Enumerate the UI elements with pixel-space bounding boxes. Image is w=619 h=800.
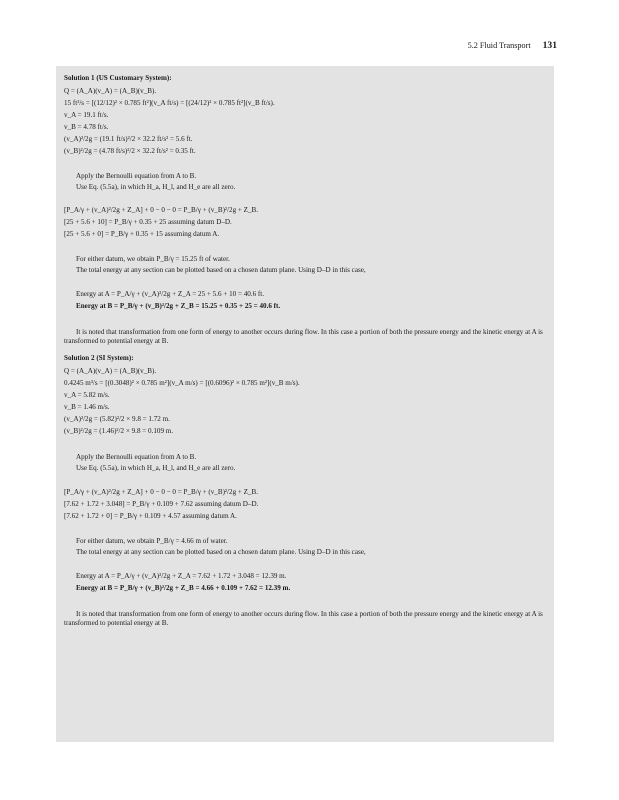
s1-energy-b: Energy at B = P_B/γ + (v_B)²/2g + Z_B = 15.25 + 0.35 + 25 = 40.6 ft. bbox=[76, 302, 281, 310]
s1-bernoulli-line: [25 + 5.6 + 0] = P_B/γ + 0.35 + 15 assuming datum A. bbox=[64, 230, 220, 238]
s1-calc-line: 15 ft³/s = [(12/12)² × 0.785 ft²](v_A ft/s) = [(24/12)² × 0.785 ft²](v_B ft/s). bbox=[64, 99, 275, 107]
s1-calc-line: v_A = 19.1 ft/s. bbox=[64, 111, 109, 119]
s1-apply-line: Apply the Bernoulli equation from A to B. bbox=[76, 172, 197, 180]
s2-apply-line: Use Eq. (5.5a), in which H_a, H_l, and H_e are all zero. bbox=[76, 464, 236, 472]
section-title: 5.2 Fluid Transport bbox=[467, 41, 531, 50]
solution1-title: Solution 1 (US Customary System): bbox=[64, 74, 172, 82]
s2-result-line: For either datum, we obtain P_B/γ = 4.66 m of water. bbox=[76, 537, 228, 545]
s2-calc-line: 0.4245 m³/s = [(0.3048)² × 0.785 m²](v_A m/s) = [(0.6096)² × 0.785 m²](v_B m/s). bbox=[64, 379, 300, 387]
s2-bernoulli-line: [7.62 + 1.72 + 0] = P_B/γ + 0.109 + 4.57 assuming datum A. bbox=[64, 512, 237, 520]
s1-bernoulli-line: [25 + 5.6 + 10] = P_B/γ + 0.35 + 25 assuming datum D–D. bbox=[64, 218, 232, 226]
s2-bernoulli-line: [7.62 + 1.72 + 3.048] = P_B/γ + 0.109 + 7.62 assuming datum D–D. bbox=[64, 500, 259, 508]
s1-calc-line: (v_B)²/2g = (4.78 ft/s)²/2 × 32.2 ft/s² = 0.35 ft. bbox=[64, 147, 196, 155]
s1-result-line: The total energy at any section can be plotted based on a chosen datum plane. Using D–D in this case, bbox=[76, 266, 366, 274]
s2-bernoulli-line: [P_A/γ + (v_A)²/2g + Z_A] + 0 − 0 − 0 = P_B/γ + (v_B)²/2g + Z_B. bbox=[64, 488, 259, 496]
s1-note: It is noted that transformation from one form of energy to another occurs during flow. In this case a portion of both the pressure energy and the kinetic energy at A is transformed to potential energy at B. bbox=[64, 328, 543, 345]
s1-calc-line: (v_A)²/2g = (19.1 ft/s)²/2 × 32.2 ft/s² = 5.6 ft. bbox=[64, 135, 193, 143]
s2-calc-line: (v_B)²/2g = (1.46)²/2 × 9.8 = 0.109 m. bbox=[64, 427, 174, 435]
s2-calc-line: Q = (A_A)(v_A) = (A_B)(v_B). bbox=[64, 367, 157, 375]
s1-energy-a: Energy at A = P_A/γ + (v_A)²/2g + Z_A = 25 + 5.6 + 10 = 40.6 ft. bbox=[76, 290, 265, 298]
s1-calc-line: Q = (A_A)(v_A) = (A_B)(v_B). bbox=[64, 87, 157, 95]
s1-bernoulli-line: [P_A/γ + (v_A)²/2g + Z_A] + 0 − 0 − 0 = P_B/γ + (v_B)²/2g + Z_B. bbox=[64, 206, 259, 214]
example-solution-box bbox=[56, 66, 554, 742]
s2-energy-b: Energy at B = P_B/γ + (v_B)²/2g + Z_B = 4.66 + 0.109 + 7.62 = 12.39 m. bbox=[76, 584, 291, 592]
s2-calc-line: v_B = 1.46 m/s. bbox=[64, 403, 110, 411]
page-number: 131 bbox=[542, 40, 557, 51]
s2-calc-line: v_A = 5.82 m/s. bbox=[64, 391, 110, 399]
s2-result-line: The total energy at any section can be plotted based on a chosen datum plane. Using D–D in this case, bbox=[76, 548, 366, 556]
running-header bbox=[468, 40, 557, 51]
s1-calc-line: v_B = 4.78 ft/s. bbox=[64, 123, 109, 131]
solution2-title: Solution 2 (SI System): bbox=[64, 354, 134, 362]
s1-result-line: For either datum, we obtain P_B/γ = 15.25 ft of water. bbox=[76, 255, 230, 263]
s1-apply-line: Use Eq. (5.5a), in which H_a, H_l, and H_e are all zero. bbox=[76, 183, 236, 191]
s2-calc-line: (v_A)²/2g = (5.82)²/2 × 9.8 = 1.72 m. bbox=[64, 415, 170, 423]
s2-note: It is noted that transformation from one form of energy to another occurs during flow. In this case a portion of both the pressure energy and the kinetic energy at A is transformed to potential energy at B. bbox=[64, 610, 543, 627]
s2-apply-line: Apply the Bernoulli equation from A to B. bbox=[76, 453, 197, 461]
s2-energy-a: Energy at A = P_A/γ + (v_A)²/2g + Z_A = 7.62 + 1.72 + 3.048 = 12.39 m. bbox=[76, 572, 287, 580]
